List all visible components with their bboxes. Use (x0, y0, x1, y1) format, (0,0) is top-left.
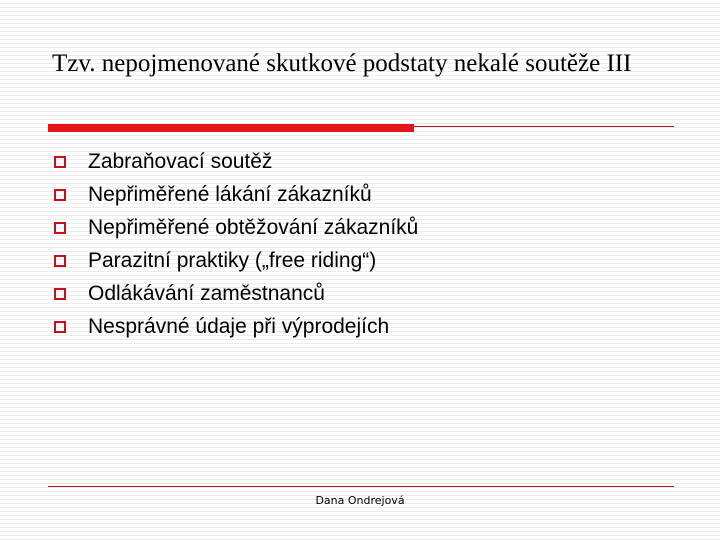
list-item (54, 244, 418, 277)
slide-title: Tzv. nepojmenované skutkové podstaty nekalé soutěže III (52, 50, 632, 77)
list-item (54, 211, 418, 244)
list-item (54, 310, 418, 343)
bullet-text: Odlákávání zaměstnanců (88, 281, 325, 305)
list-item (54, 178, 418, 211)
list-item (54, 145, 418, 178)
list-item (54, 277, 418, 310)
bullet-list (54, 145, 418, 343)
square-bullet-icon (54, 189, 66, 201)
square-bullet-icon (54, 156, 66, 168)
bullet-text: Nepřiměřené obtěžování zákazníků (88, 215, 419, 239)
square-bullet-icon (54, 222, 66, 234)
bullet-text: Zabraňovací soutěž (88, 149, 273, 173)
bullet-text: Parazitní praktiky („free riding“) (88, 248, 377, 272)
square-bullet-icon (54, 255, 66, 267)
title-underline-thin (414, 126, 674, 127)
footer-author: Dana Ondrejová (315, 494, 405, 507)
square-bullet-icon (54, 288, 66, 300)
footer-divider (48, 486, 674, 487)
title-underline-thick (48, 124, 414, 132)
square-bullet-icon (54, 321, 66, 333)
bullet-text: Nesprávné údaje při výprodejích (88, 314, 390, 338)
bullet-text: Nepřiměřené lákání zákazníků (88, 182, 372, 206)
